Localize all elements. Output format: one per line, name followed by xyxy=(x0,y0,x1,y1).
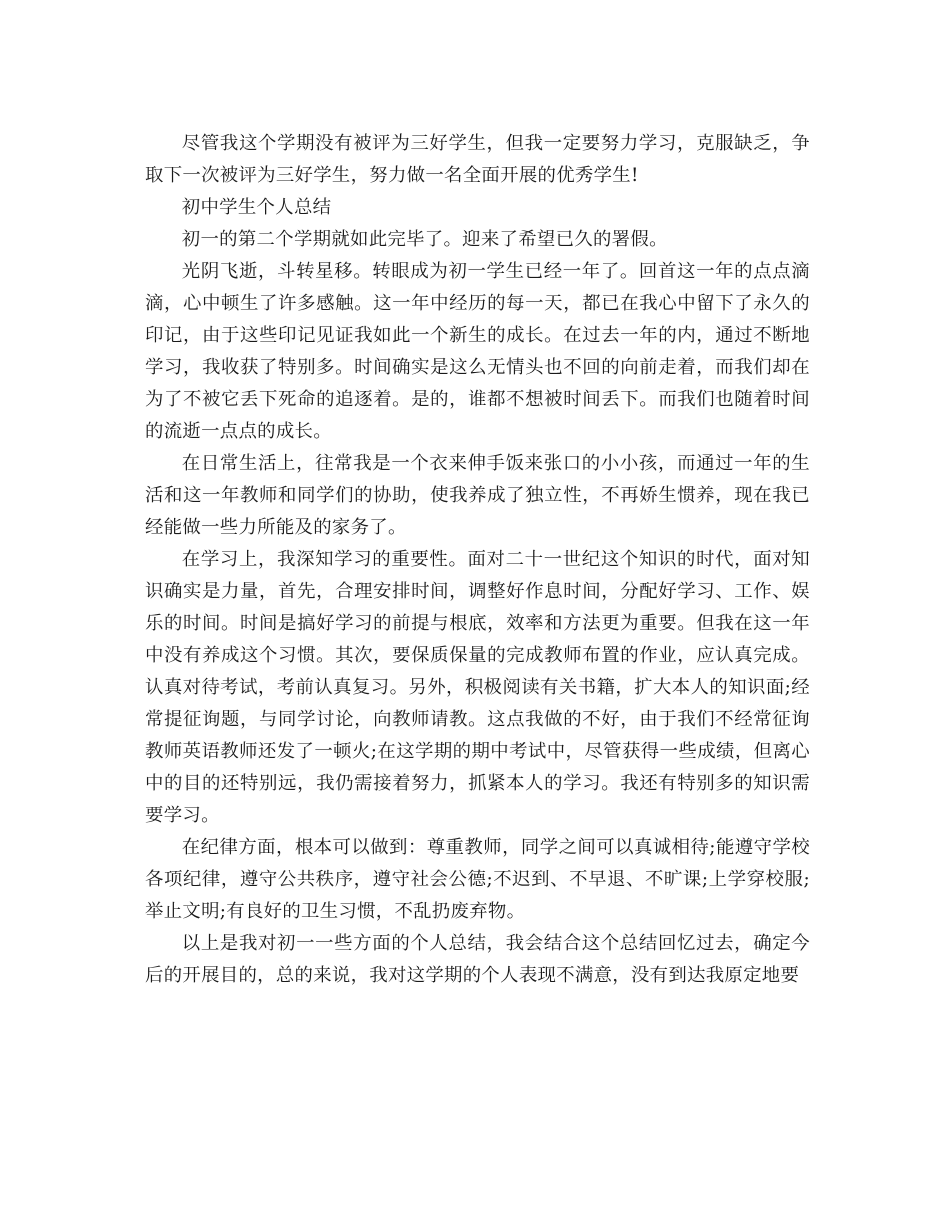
paragraph-2: 初一的第二个学期就如此完毕了。迎来了希望已久的署假。 xyxy=(181,229,668,250)
paragraph-4: 在日常生活上，往常我是一个衣来伸手饭来张口的小小孩，而通过一年的生活和这一年教师和同学们的协助，使我养成了独立性，不再娇生惯养，现在我已经能做一些力所能及的家务了。 xyxy=(145,453,810,538)
paragraph-5: 在学习上，我深知学习的重要性。面对二十一世纪这个知识的时代，面对知识确实是力量，首先，合理安排时间，调整好作息时间，分配好学习、工作、娱乐的时间。时间是搞好学习的前提与根底，效率和方法更为重要。但我在这一年中没有养成这个习惯。其次，要保质保量的完成教师布置的作业，应认真完成。认真对待考试，考前认真复习。另外，积极阅读有关书籍，扩大本人的知识面;经常提征询题，与同学讨论，向教师请教。这点我做的不好，由于我们不经常征询教师英语教师还发了一顿火;在这学期的期中考试中，尽管获得一些成绩，但离心中的目的还特别远，我仍需接着努力，抓紧本人的学习。我还有特别多的知识需要学习。 xyxy=(145,549,810,826)
paragraph-3: 光阴飞逝，斗转星移。转眼成为初一学生已经一年了。回首这一年的点点滴滴，心中顿生了许多感触。这一年中经历的每一天，都已在我心中留下了永久的印记，由于这些印记见证我如此一个新生的成长。在过去一年的内，通过不断地学习，我收获了特别多。时间确实是这么无情头也不回的向前走着，而我们却在为了不被它丢下死命的追逐着。是的，谁都不想被时间丢下。而我们也随着时间的流逝一点点的成长。 xyxy=(145,261,810,442)
section-heading: 初中学生个人总结 xyxy=(181,197,332,218)
paragraph-6: 在纪律方面，根本可以做到：尊重教师，同学之间可以真诚相待;能遵守学校各项纪律，遵守公共秩序，遵守社会公德;不迟到、不早退、不旷课;上学穿校服;举止文明;有良好的卫生习惯，不乱扔废弃物。 xyxy=(145,837,810,922)
document-body xyxy=(145,128,810,992)
paragraph-7: 以上是我对初一一些方面的个人总结，我会结合这个总结回忆过去，确定今后的开展目的，总的来说，我对这学期的个人表现不满意，没有到达我原定地要 xyxy=(145,933,810,986)
paragraph-1: 尽管我这个学期没有被评为三好学生，但我一定要努力学习，克服缺乏，争取下一次被评为三好学生，努力做一名全面开展的优秀学生! xyxy=(145,133,810,186)
